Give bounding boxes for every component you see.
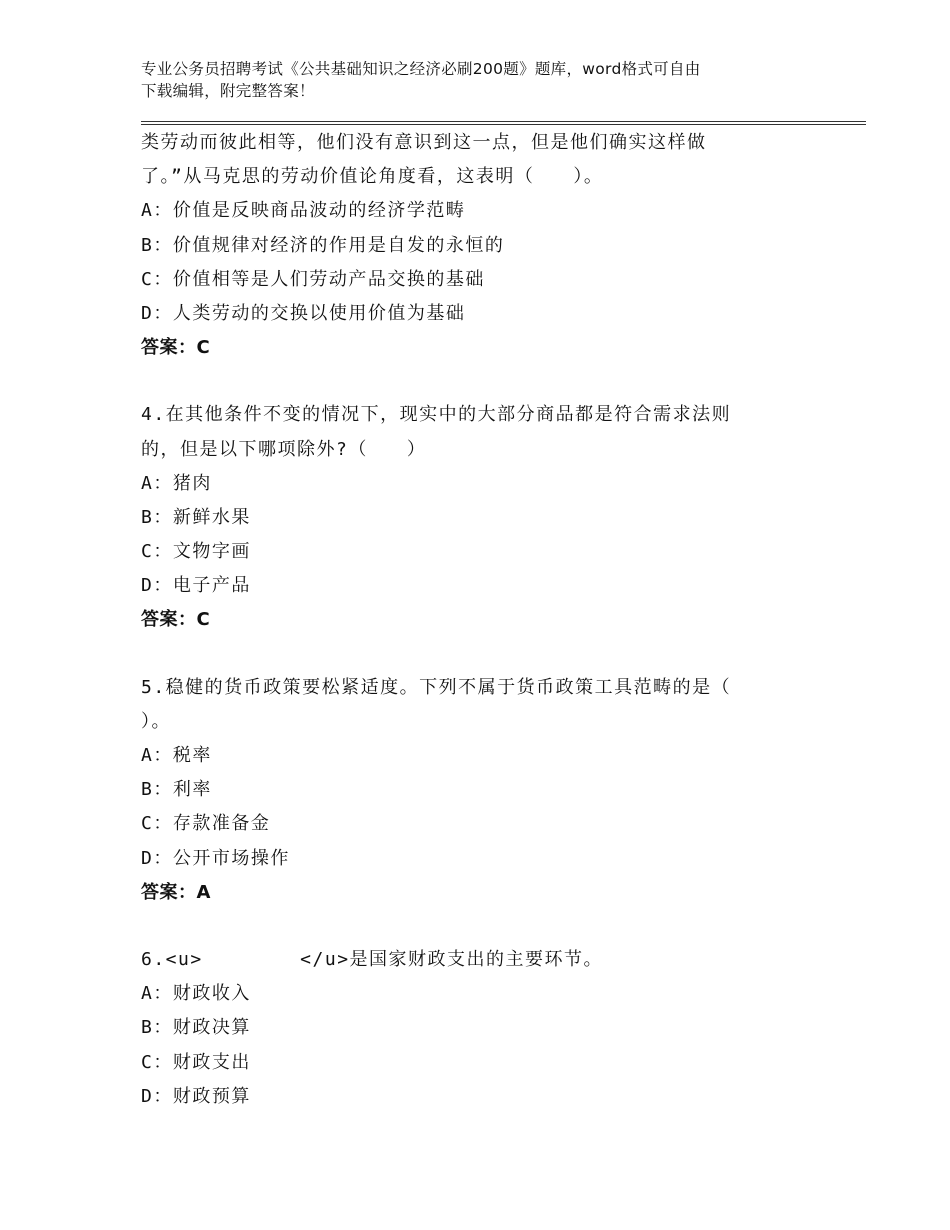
option-a: A：价值是反映商品波动的经济学范畴 bbox=[141, 200, 466, 222]
option-c: C：财政支出 bbox=[141, 1051, 251, 1073]
option-d: D：公开市场操作 bbox=[141, 847, 290, 869]
option-b: B：财政决算 bbox=[141, 1017, 251, 1039]
answer: 答案：C bbox=[141, 609, 211, 631]
option-c: C：存款准备金 bbox=[141, 813, 271, 835]
option-b: B：新鲜水果 bbox=[141, 506, 251, 528]
header-rule-top bbox=[141, 121, 866, 122]
question-stem: ）。 bbox=[141, 710, 171, 732]
question-6 bbox=[141, 943, 841, 1114]
question-content bbox=[141, 126, 841, 1114]
question-stem: 了。”从马克思的劳动价值论角度看，这表明（ ）。 bbox=[141, 166, 604, 188]
option-d: D：财政预算 bbox=[141, 1085, 251, 1107]
document-header bbox=[141, 58, 821, 102]
option-a: A：税率 bbox=[141, 745, 212, 766]
header-rule-bottom bbox=[141, 124, 866, 125]
question-stem: 的，但是以下哪项除外?（ ） bbox=[141, 438, 427, 460]
answer: 答案：A bbox=[141, 881, 211, 903]
option-a: A：财政收入 bbox=[141, 983, 251, 1005]
option-b: B：价值规律对经济的作用是自发的永恒的 bbox=[141, 234, 505, 256]
option-d: D：人类劳动的交换以使用价值为基础 bbox=[141, 302, 466, 324]
question-stem: 4.在其他条件不变的情况下，现实中的大部分商品都是符合需求法则 bbox=[141, 404, 732, 426]
option-d: D：电子产品 bbox=[141, 575, 251, 597]
answer: 答案：C bbox=[141, 337, 211, 359]
question-stem: 类劳动而彼此相等，他们没有意识到这一点，但是他们确实这样做 bbox=[141, 132, 707, 153]
option-c: C：文物字画 bbox=[141, 541, 251, 563]
question-stem: 5.稳健的货币政策要松紧适度。下列不属于货币政策工具范畴的是（ bbox=[141, 676, 732, 698]
header-line-2: 下载编辑，附完整答案！ bbox=[141, 82, 315, 100]
option-b: B：利率 bbox=[141, 779, 212, 801]
question-3 bbox=[141, 126, 841, 365]
option-c: C：价值相等是人们劳动产品交换的基础 bbox=[141, 268, 485, 290]
question-stem: 6.<u> </u>是国家财政支出的主要环节。 bbox=[141, 948, 604, 970]
question-4 bbox=[141, 398, 841, 637]
header-line-1: 专业公务员招聘考试《公共基础知识之经济必刷200题》题库，word格式可自由 bbox=[141, 60, 701, 78]
question-5 bbox=[141, 671, 841, 910]
option-a: A：猪肉 bbox=[141, 472, 212, 494]
